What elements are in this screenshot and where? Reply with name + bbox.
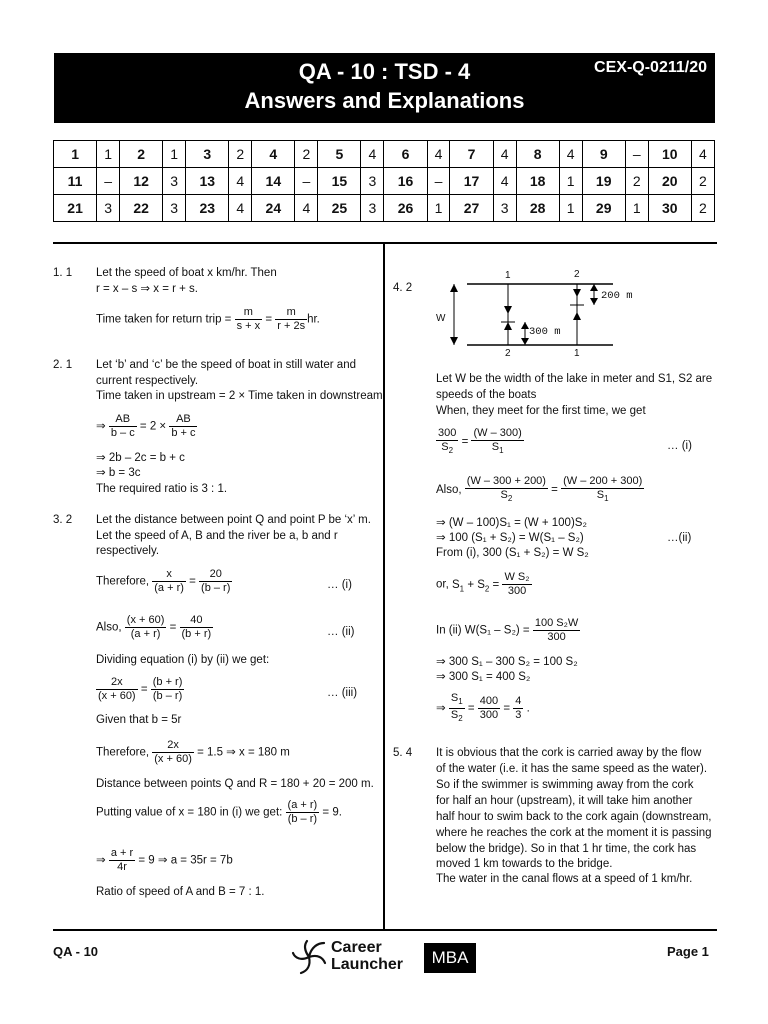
fraction: $\frac{m}{r + 2s}$ [277,306,306,332]
q4-tag1: … (i) [667,440,692,452]
question-number-cell: 14 [252,168,295,195]
answer-cell: – [625,141,648,168]
question-number-cell: 4 [252,141,295,168]
question-number-cell: 2 [120,141,163,168]
question-number-cell: 8 [516,141,559,168]
fraction: $\frac{400}{300}$ [479,695,499,722]
q5-line: It is obvious that the cork is carried away by the flow [436,747,702,759]
question-number-cell: 26 [384,195,427,222]
question-number-cell: 30 [648,195,691,222]
fraction: $\frac{(W - 200 + 300)}{S_1}$ [563,475,643,504]
question-number-cell: 11 [54,168,97,195]
question-number-cell: 22 [120,195,163,222]
mba-badge: MBA [424,943,476,973]
fraction: $\frac{AB}{b - c}$ [110,413,135,439]
q2-line3: Time taken in upstream = 2 × Time taken in downstream [96,390,383,402]
answer-key-row [54,168,715,195]
question-number-cell: 5 [318,141,361,168]
question-number-cell: 27 [450,195,493,222]
column-divider [383,242,385,930]
q3-eq5: Putting value of x = 180 in (i) we get: $\frac{(a + r)}{(b - r)}$ = 9. [96,799,342,825]
fraction: $\frac{(W - 300)}{S_1}$ [473,427,522,456]
diagram-label-300m: 300 m [529,326,561,338]
page-number: Page 1 [667,944,709,959]
q3-line2: Let the speed of A, B and the river be a, b and r [96,530,338,542]
q3-number: 3. 2 [53,514,73,526]
diagram-label-top-2: 2 [574,269,580,280]
q2-line5: ⇒ b = 3c [96,467,141,479]
question-number-cell: 28 [516,195,559,222]
fraction: $\frac{\text{100 S₂W}}{300}$ [534,617,579,643]
q4-number: 4. 2 [393,282,413,294]
q1-line2: r = x – s ⇒ x = r + s. [96,283,198,295]
answer-cell: 4 [295,195,318,222]
q4-line1: Let W be the width of the lake in meter and S1, S2 are [436,373,713,385]
q2-line6: The required ratio is 3 : 1. [96,483,228,495]
answer-cell: 3 [361,168,384,195]
answer-cell: 4 [559,141,582,168]
fraction: $\frac{x}{(a + r)}$ [154,568,184,594]
question-number-cell: 15 [318,168,361,195]
fraction: $\frac{300}{S_2}$ [438,427,457,456]
q4-line5: ⇒ 100 (S₁ + S₂) = W(S₁ – S₂) [436,532,584,544]
footer-section-label: QA - 10 [53,944,99,959]
q4-eq2: Also, $\frac{(W - 300 + 200)}{S_2}$ = $\frac{(W - 200 + 300)}{S_1}$ [436,475,643,504]
answer-cell: 1 [559,195,582,222]
question-number-cell: 6 [384,141,427,168]
answer-cell: 2 [229,141,252,168]
question-number-cell: 3 [186,141,229,168]
diagram-label-w: W [436,313,446,324]
answer-cell: 2 [691,168,714,195]
question-number-cell: 10 [648,141,691,168]
fraction: $\frac{AB}{b + c}$ [171,413,196,439]
page-header [54,53,715,123]
q4-line6: From (i), 300 (S₁ + S₂) = W S₂ [436,547,589,559]
page-subtitle: Answers and Explanations [244,88,525,113]
fraction: $\frac{(b + r)}{(b - r)}$ [152,676,183,702]
answer-cell: – [427,168,450,195]
brand-name: Career Launcher [331,939,404,973]
q3-tag3: … (iii) [327,687,358,699]
q3-dist: Distance between points Q and R = 180 + 20 = 200 m. [96,778,374,790]
q2-line4: ⇒ 2b – 2c = b + c [96,452,185,464]
question-number-cell: 12 [120,168,163,195]
question-number-cell: 21 [54,195,97,222]
answer-cell: 3 [163,195,186,222]
answer-cell: 4 [361,141,384,168]
question-number-cell: 24 [252,195,295,222]
fraction: $\frac{20}{(b - r)}$ [201,568,231,594]
q5-line: The water in the canal flows at a speed of 1 km/hr. [436,873,693,885]
q4-line2: speeds of the boats [436,389,537,401]
document-code: CEX-Q-0211/20 [594,59,707,76]
fraction: $\frac{40}{(b + r)}$ [181,614,212,640]
question-number-cell: 25 [318,195,361,222]
question-number-cell: 18 [516,168,559,195]
q1-line1: Let the speed of boat x km/hr. Then [96,267,277,279]
question-number-cell: 16 [384,168,427,195]
q4-eq4: In (ii) W(S₁ – S₂) = $\frac{\text{100 S₂W}}{300}$ [436,617,579,643]
fraction: $\frac{m}{s + x}$ [236,306,261,332]
fraction: $\frac{2x}{(x + 60)}$ [98,676,136,702]
q3-line3: respectively. [96,545,160,557]
q5-number: 5. 4 [393,747,413,759]
diagram-label-bottom-2: 2 [505,348,511,359]
answer-cell: 2 [691,195,714,222]
q5-line: So if the swimmer is swimming away from the cork [436,779,694,791]
question-number-cell: 20 [648,168,691,195]
q3-eq1: Therefore, $\frac{x}{(a + r)}$ = $\frac{20}{(b - r)}$ [96,568,231,594]
fraction: $\frac{(x + 60)}{(a + r)}$ [126,614,165,640]
question-number-cell: 1 [54,141,97,168]
answer-cell: 4 [229,195,252,222]
q5-line: where he reaches the cork at the moment it is passing [436,827,712,839]
q5-line: half hour to swim back to the cork again (downstream, [436,811,712,823]
question-number-cell: 13 [186,168,229,195]
answer-cell: 1 [559,168,582,195]
page-title: QA - 10 : TSD - 4 [298,59,471,84]
q5-line: of the water (i.e. it has the same speed as the water). [436,763,708,775]
answer-cell: 4 [691,141,714,168]
q4-tag2: …(ii) [667,532,692,544]
career-launcher-logo-icon [290,939,328,975]
q3-eq2: Also, $\frac{(x + 60)}{(a + r)}$ = $\frac{40}{(b + r)}$ [96,614,212,640]
answer-cell: 3 [163,168,186,195]
question-number-cell: 29 [582,195,625,222]
q5-line: below the bridge). So in that 1 hr time, the cork has [436,843,697,855]
q1-label: Time taken for return trip = [96,313,232,326]
q3-line1: Let the distance between point Q and point P be ‘x’ m. [96,514,371,526]
answer-cell: 3 [97,195,120,222]
q4-line3: When, they meet for the first time, we get [436,405,646,417]
diagram-label-top-1: 1 [505,270,511,281]
question-number-cell: 7 [450,141,493,168]
question-number-cell: 19 [582,168,625,195]
q4-line8: ⇒ 300 S₁ = 400 S₂ [436,671,531,683]
fraction: $\frac{4}{3}$ [515,695,522,722]
answer-cell: 4 [229,168,252,195]
q4-eq1: $\frac{300}{S_2}$ = $\frac{(W - 300)}{S_1}$ [438,427,522,456]
answer-cell: 1 [97,141,120,168]
q4-line7: ⇒ 300 S₁ – 300 S₂ = 100 S₂ [436,656,578,668]
answer-cell: 2 [295,141,318,168]
q2-line1: Let ‘b’ and ‘c’ be the speed of boat in still water and [96,359,356,371]
fraction: $\frac{a + r}{4r}$ [110,847,134,873]
question-number-cell: 9 [582,141,625,168]
answer-cell: 1 [163,141,186,168]
q4-line4: ⇒ (W – 100)S₁ = (W + 100)S₂ [436,517,587,529]
top-divider [53,242,717,244]
q5-line: for half an hour (upstream), it will take him another [436,795,693,807]
diagram-label-bottom-1: 1 [574,348,580,359]
q3-tag1: … (i) [327,579,352,591]
answer-cell: 4 [493,141,516,168]
answer-key-table [53,140,715,222]
q4-eq5: ⇒ $\frac{S_1}{S_2}$ = $\frac{400}{300}$ = $\frac{4}{3}$ . [436,692,530,724]
question-number-cell: 23 [186,195,229,222]
q4-eq3: or, $S_1 + S_2$ = $\frac{\text{W S₂}}{300}$ [436,571,530,597]
q1-return-trip: Time taken for return trip = $\frac{m}{s + x}$ = $\frac{m}{r + 2s}$ hr. [96,306,320,332]
answer-cell: 3 [361,195,384,222]
answer-cell: 2 [625,168,648,195]
fraction: $\frac{(W - 300 + 200)}{S_2}$ [466,475,546,504]
question-number-cell: 17 [450,168,493,195]
fraction: $\frac{(a + r)}{(b - r)}$ [287,799,318,825]
q1-number: 1. 1 [53,267,73,279]
q3-divide: Dividing equation (i) by (ii) we get: [96,654,270,666]
q3-tag2: … (ii) [327,626,355,638]
q2-line2: current respectively. [96,375,199,387]
answer-cell: – [97,168,120,195]
answer-cell: 4 [493,168,516,195]
bottom-divider [53,929,717,931]
q2-number: 2. 1 [53,359,73,371]
fraction: $\frac{S_1}{S_2}$ [450,692,463,724]
answer-key-row [54,195,715,222]
lake-diagram [430,264,650,362]
answer-cell: 1 [625,195,648,222]
q3-eq3: $\frac{2x}{(x + 60)}$ = $\frac{(b + r)}{(b - r)}$ [98,676,183,702]
q3-given: Given that b = 5r [96,714,182,726]
q3-eq4: Therefore, $\frac{2x}{(x + 60)}$ = 1.5 ⇒ x = 180 m [96,739,290,765]
answer-key-row [54,141,715,168]
q2-equation: ⇒ $\frac{AB}{b - c}$ = 2 × $\frac{AB}{b + c}$ [96,413,196,439]
answer-cell: 1 [427,195,450,222]
fraction: $\frac{2x}{(x + 60)}$ [154,739,192,765]
answer-cell: – [295,168,318,195]
answer-cell: 4 [427,141,450,168]
fraction: $\frac{\text{W S₂}}{300}$ [504,571,530,597]
q5-line: moved 1 km towards to the bridge. [436,858,613,870]
q3-eq6: ⇒ $\frac{a + r}{4r}$ = 9 ⇒ a = 35r = 7b [96,847,233,873]
diagram-label-200m: 200 m [601,290,633,302]
answer-cell: 3 [493,195,516,222]
q3-ratio: Ratio of speed of A and B = 7 : 1. [96,886,265,898]
